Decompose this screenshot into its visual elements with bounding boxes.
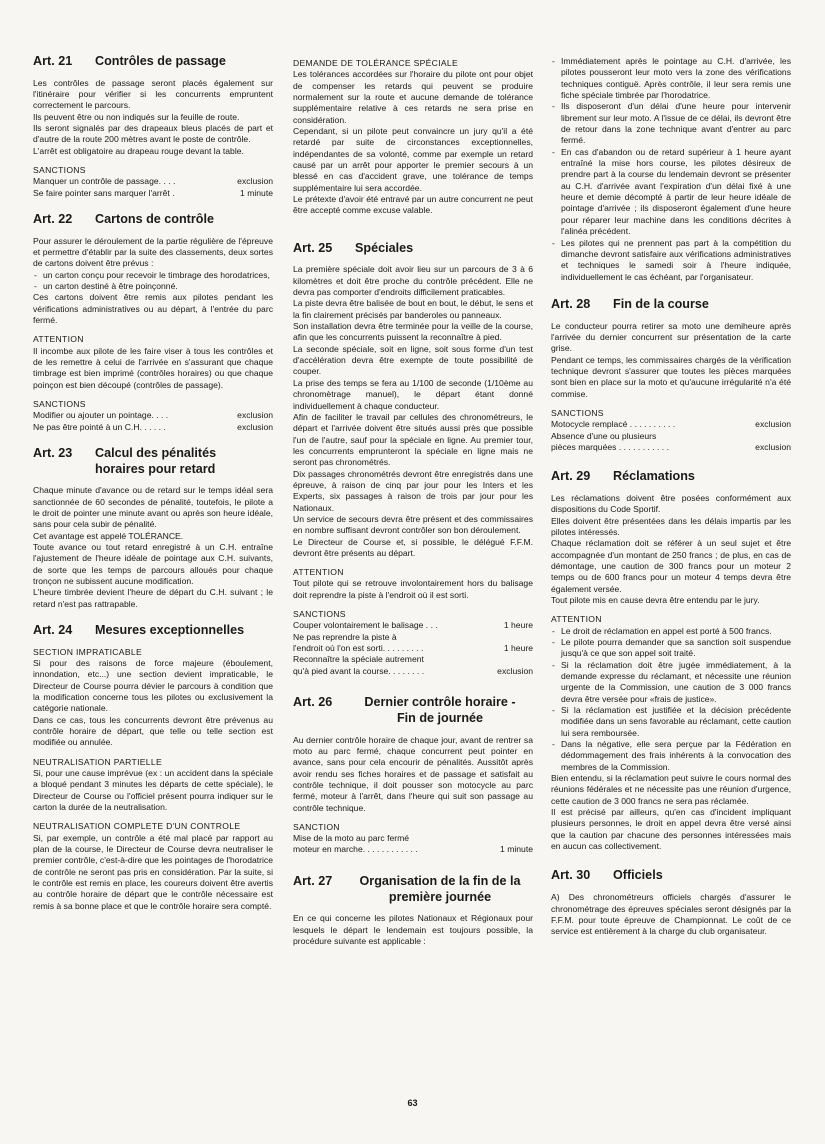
article-27 [293, 874, 533, 948]
paragraph: Dix passages chronométrés devront être enregistrés dans une épreuve, à raison de cinq par jour pour les Inters et les Experts, six passages à raison de trois par jour pour les Nationaux. [293, 468, 533, 513]
article-heading: Art. 22 Cartons de contrôle [33, 212, 214, 226]
paragraph: L'arrêt est obligatoire au drapeau rouge devant la table. [33, 145, 244, 156]
section-label: DEMANDE DE TOLÉRANCE SPÉCIALE [293, 58, 459, 68]
sanction-row: Ne pas reprendre la piste à [293, 631, 397, 642]
paragraph: Il incombe aux pilote de les faire viser à tous les contrôles et de les remettre à celui de l'arrivée en s'assurant que chaque timbrage est bien imprimé (contrôles horaires) ou que chaque poinçon est bien découpé (contrôles de passage). [33, 345, 273, 390]
list-item: - Les pilotes qui ne prennent pas part à la compétition du dimanche devront satisfaire aux vérifications administratives et techniques le samedi soir à l'heure indiquée, individuellement le cas échéant, par l'organisateur. [551, 238, 791, 283]
paragraph: Ces cartons doivent être remis aux pilotes pendant les vérifications administratives ou au départ, à l'entrée du parc fermé. [33, 292, 273, 326]
article-heading: Art. 24 Mesures exceptionnelles [33, 623, 245, 638]
article-26 [293, 695, 533, 856]
paragraph: A) Des chronométreurs officiels chargés d'assurer le chronométrage des épreuves spéciales seront désignés par la F.F.M. pour toute épreuve de Championnat. Le coût de ce service est entièrement à la charge du club organisateur. [551, 892, 791, 937]
sanction-row: Modifier ou ajouter un pointage. . . . exclusion [33, 410, 273, 421]
sanctions-label: SANCTIONS [33, 165, 86, 176]
section-label: NEUTRALISATION COMPLETE D'UN CONTROLE [33, 821, 241, 832]
paragraph: En ce qui concerne les pilotes Nationaux et Régionaux pour lesquels le départ le lendemain est toujours possible, la procédure suivante est applicable : [293, 913, 533, 946]
article-30 [551, 868, 791, 937]
paragraph: Le prétexte d'avoir été entravé par un autre concurrent ne peut être accepté comme excuse valable. [293, 193, 533, 216]
sanction-row: Couper volontairement le balisage . . . 1 heure [293, 620, 533, 631]
paragraph: L'heure timbrée devient l'heure de départ du C.H. suivant ; le retard n'est pas rattrapable. [33, 587, 273, 609]
sanction-row: Manquer un contrôle de passage. . . . exclusion [33, 176, 273, 187]
paragraph: La piste devra être balisée de bout en bout, le début, le sens et la fin clairement précisés par banderoles ou panneaux. [293, 298, 533, 320]
paragraph: Chaque minute d'avance ou de retard sur le temps idéal sera sanctionnée de 60 secondes de pénalité, toutefois, le pilote a le droit de pointer une minute avant ou après son heure idéale, sans pour cela subir de pénalité. [33, 485, 273, 530]
sanction-row: l'endroit où l'on est sorti. . . . . . . . . 1 heure [293, 643, 533, 654]
paragraph: Le Directeur de Course et, si possible, le délégué F.F.M. devront être présents au départ. [293, 536, 533, 558]
paragraph: Son installation devra être terminée pour la veille de la course, afin que les concurrents puissent la reconnaître à pied. [293, 321, 533, 343]
article-heading: Art. 23 Calcul des pénalités horaires pour retard [33, 445, 217, 476]
paragraph: Afin de faciliter le travail par cellules des chronométreurs, le départ et l'arrivée doivent être situés aussi près que possible l'un de l'autre, sauf pour la spéciale en ligne. Au premier tour, les concurrents emprunteront la spéciale en ligne mais ne seront pas chronométrés. [293, 411, 533, 468]
paragraph: Les contrôles de passage seront placés également sur l'itinéraire pour vérifier si les concurrents empruntent correctement le parcours. [33, 77, 273, 111]
column-1 [33, 54, 273, 925]
paragraph: Si, par exemple, un contrôle a été mal placé par rapport au plan de la course, le Directeur de Course devra neutraliser le premier contrôle, c'est-à-dire que les pointages de l'horodatrice de contrôle ne seront pas pris en considération. Par la suite, si le contrôle est remis en place, les coureurs doivent être avertis au contrôle horaire de départ que le contrôle nécessaire est remis à sa bonne place et que le contrôle horaire sera compté. [33, 832, 273, 911]
article-heading: Art. 29 Réclamations [551, 469, 695, 484]
article-heading: Art. 30 Officiels [551, 868, 663, 883]
column-2 [293, 58, 533, 960]
section-label: SECTION IMPRATICABLE [33, 646, 142, 657]
paragraph: Les réclamations doivent être posées conformément aux dispositions du Code Sportif. [551, 492, 791, 515]
article-heading: Art. 26 Dernier contrôle horaire - Fin de journée [293, 695, 516, 725]
sanctions-label: SANCTIONS [551, 408, 604, 419]
list-item: - Si la réclamation doit être jugée immédiatement, à la demande expresse du réclamant, et nécessite une réunion urgente de la Commission, une caution de 3 000 francs devra être versée pour «frais de justice». [551, 660, 791, 705]
article-25 [293, 241, 533, 677]
list-item: - un carton destiné à être poinçonné. [33, 281, 273, 292]
paragraph: Cependant, si un pilote peut convaincre un jury qu'il a été retardé par suite de circonstances exceptionnelles, indépendantes de sa volonté, comme par exemple un retard causé par un arrêt pour apporter le premier secours à un blessé en cas d'accident grave, une tolérance de temps supplémentaire lui sera accordée. [293, 125, 533, 193]
sanction-row: Motocycle remplacé . . . . . . . . . . exclusion [551, 419, 791, 430]
article-29 [551, 469, 791, 852]
paragraph: Le conducteur pourra retirer sa moto une demiheure après l'arrivée du dernier concurrent sur présentation de la carte grise. [551, 320, 791, 354]
list-item: - Ils disposeront d'un délai d'une heure pour intervenir librement sur leur moto. A l'issue de ce délai, ils devront être de retour dans la zone technique avant d'entrer au parc fermé. [551, 101, 791, 146]
article-heading: Art. 28 Fin de la course [551, 296, 709, 311]
sanction-row: Absence d'une ou plusieurs [551, 430, 657, 441]
column-3 [551, 56, 791, 951]
article-23 [33, 446, 273, 610]
list-item: - Immédiatement après le pointage au C.H. d'arrivée, les pilotes pousseront leur moto vers la zone des vérifications techniques contiguë. Après contrôle, il leur sera remis une fiche spéciale timbrée par l'horodatrice. [551, 56, 791, 101]
paragraph: Si, pour une cause imprévue (ex : un accident dans la spéciale a bloqué pendant 3 minutes les départs de cette spéciale), le Directeur de Course ou l'officiel présent pourra indiquer sur le carton la durée de la neutralisation. [33, 767, 273, 812]
paragraph: La prise des temps se fera au 1/100 de seconde (1/10ème au chronomètrage manuel), le départ étant donné individuellement à chaque conducteur. [293, 377, 533, 411]
paragraph: Bien entendu, si la réclamation peut suivre le cours normal des réunions fédérales et ne nécessite pas une réunion d'urgence, cette caution de 3 000 francs ne sera pas réclamée. [551, 773, 791, 806]
tolerance-speciale [293, 58, 533, 217]
sanction-row: moteur en marche. . . . . . . . . . . . 1 minute [293, 844, 533, 855]
paragraph: Tout pilote qui se retrouve involontairement hors du balisage doit reprendre la piste à l'endroit où il est sorti. [293, 578, 533, 600]
article-heading: Art. 27 Organisation de la fin de la première journée [293, 873, 521, 904]
paragraph: Chaque réclamation doit se référer à un seul sujet et être accompagnée d'un montant de 250 francs ; de plus, en cas de démontage, une caution de 300 francs pour un moteur 2 temps ou de 600 francs pour un moteur 4 temps devra être également versée. [551, 538, 791, 594]
article-28 [551, 297, 791, 453]
paragraph: Un service de secours devra être présent et des commissaires en nombre suffisant devront contrôler son bon déroulement. [293, 513, 533, 536]
article-heading: Art. 25 Spéciales [293, 240, 414, 255]
sanction-row: qu'à pied avant la course. . . . . . . . exclusion [293, 665, 533, 676]
sanctions-label: SANCTIONS [33, 399, 86, 410]
list-item: - Le pilote pourra demander que sa sanction soit suspendue jusqu'à ce que son appel soit traité. [551, 637, 791, 660]
attention-label: ATTENTION [33, 334, 84, 345]
paragraph: Ils seront signalés par des drapeaux bleus placés de part et d'autre de la route 200 mètres avant le poste de contrôle. [33, 123, 273, 145]
list-item: - un carton conçu pour recevoir le timbrage des horodatrices, [33, 270, 273, 281]
paragraph: La seconde spéciale, soit en ligne, soit sous forme d'un test d'accélération devra être exempte de toute possibilité de couper. [293, 343, 533, 377]
list-item: - Le droit de réclamation en appel est porté à 500 francs. [551, 626, 791, 637]
article-22 [33, 212, 273, 433]
sanction-row: pièces marquées . . . . . . . . . . . exclusion [551, 441, 791, 452]
paragraph: Ils peuvent être ou non indiqués sur la feuille de route. [33, 111, 240, 122]
paragraph: Pour assurer le déroulement de la partie régulière de l'épreuve et permettre d'établir par la suite des classements, deux sortes de cartons doivent être prévus : [33, 235, 273, 269]
list-item: - En cas d'abandon ou de retard supérieur à 1 heure ayant entraîné la mise hors course, les pilotes désireux de prendre part à la course du lendemain devront se présenter au C.H. d'arrivée avant l'expiration d'un délai fixé à une heure et demie décompté à partir de leur heure idéale de pointage d'arrivée ; ils disposeront également d'une heure pour réparer leur machine dans les conditions décrites à l'alinéa précédent. [551, 147, 791, 238]
article-heading: Art. 21 Contrôles de passage [33, 54, 226, 68]
list-item: - Dans la négative, elle sera perçue par la Fédération en dédommagement des frais inhérents à la convocation des membres de la Commission. [551, 739, 791, 773]
sanctions-label: SANCTIONS [293, 609, 346, 620]
paragraph: Si pour des raisons de force majeure (éboulement, innondation, etc...) une section devient impraticable, le Directeur de Course pourra dévier le parcours à condition que la modification concerne tous les pilotes ou exclusivement la catégorie nationale. [33, 658, 273, 714]
attention-label: ATTENTION [293, 567, 344, 578]
paragraph: La première spéciale doit avoir lieu sur un parcours de 3 à 6 kilomètres et doit être proche du contrôle précédent. Elle ne devra pas comporter d'endroits difficilement praticables. [293, 264, 533, 298]
list [33, 270, 273, 293]
list [551, 56, 791, 283]
paragraph: Les tolérances accordées sur l'horaire du pilote ont pour objet de compenser les retards qui peuvent se produire normalement sur la route et aucune demande de tolérance supplémentaire relative à ces retards ne sera prise en considération. [293, 69, 533, 125]
list [551, 626, 791, 773]
paragraph: Tout pilote mis en cause devra être entendu par le jury. [551, 595, 760, 606]
article-21 [33, 54, 273, 199]
paragraph: Toute avance ou tout retard enregistré à un C.H. entraîne l'ajustement de l'heure idéale de pointage aux C.H. suivants, de sorte que les temps de parcours alloués pour chaque tronçon ne subissent aucune modification. [33, 542, 273, 587]
paragraph: Dans ce cas, tous les concurrents devront être prévenus au contrôle horaire de départ, que telle ou telle section est modifiée ou annulée. [33, 714, 273, 748]
attention-label: ATTENTION [551, 614, 602, 625]
paragraph: Au dernier contrôle horaire de chaque jour, avant de rentrer sa moto au parc fermé, chaque concurrent peut pointer en avance, sans pour cela encourir de pénalités. Aussitôt après avoir rendu ses fiches horaires et de passage et satisfait au contrôle technique, il doit pousser son motocycle au parc fermé, moteur à l'arrêt, dans l'heure qui suit son passage au contrôle technique. [293, 734, 533, 813]
article-24 [33, 623, 273, 912]
paragraph: Cet avantage est appelé TOLÉRANCE. [33, 530, 184, 541]
paragraph: Pendant ce temps, les commissaires chargés de la vérification technique devront s'assurer que toutes les pièces marquées sont bien en place sur la moto et qu'aucune irrégularité n'a été commise. [551, 354, 791, 399]
sanction-row: Reconnaître la spéciale autrement [293, 654, 424, 665]
sanction-row: Se faire pointer sans marquer l'arrêt . 1 minute [33, 187, 273, 198]
sanction-row: Ne pas être pointé à un C.H. . . . . . exclusion [33, 421, 273, 432]
article-27-continued [551, 56, 791, 283]
list-item: - Si la réclamation est justifiée et la décision précédente modifiée dans un sens favorable au réclamant, cette caution lui sera remboursée. [551, 705, 791, 739]
sanction-label: SANCTION [293, 821, 340, 832]
section-label: NEUTRALISATION PARTIELLE [33, 756, 162, 767]
page-number: 63 [407, 1098, 418, 1108]
paragraph: Elles doivent être présentées dans les délais impartis par les pilotes intéressés. [551, 515, 791, 537]
sanction-row: Mise de la moto au parc fermé [293, 833, 410, 844]
paragraph: Il est précisé par ailleurs, qu'en cas d'incident impliquant plusieurs personnes, le droit en appel devra être versé ainsi que la caution par chacune des personnes intéressées mais en aucun cas collectivement. [551, 807, 791, 852]
